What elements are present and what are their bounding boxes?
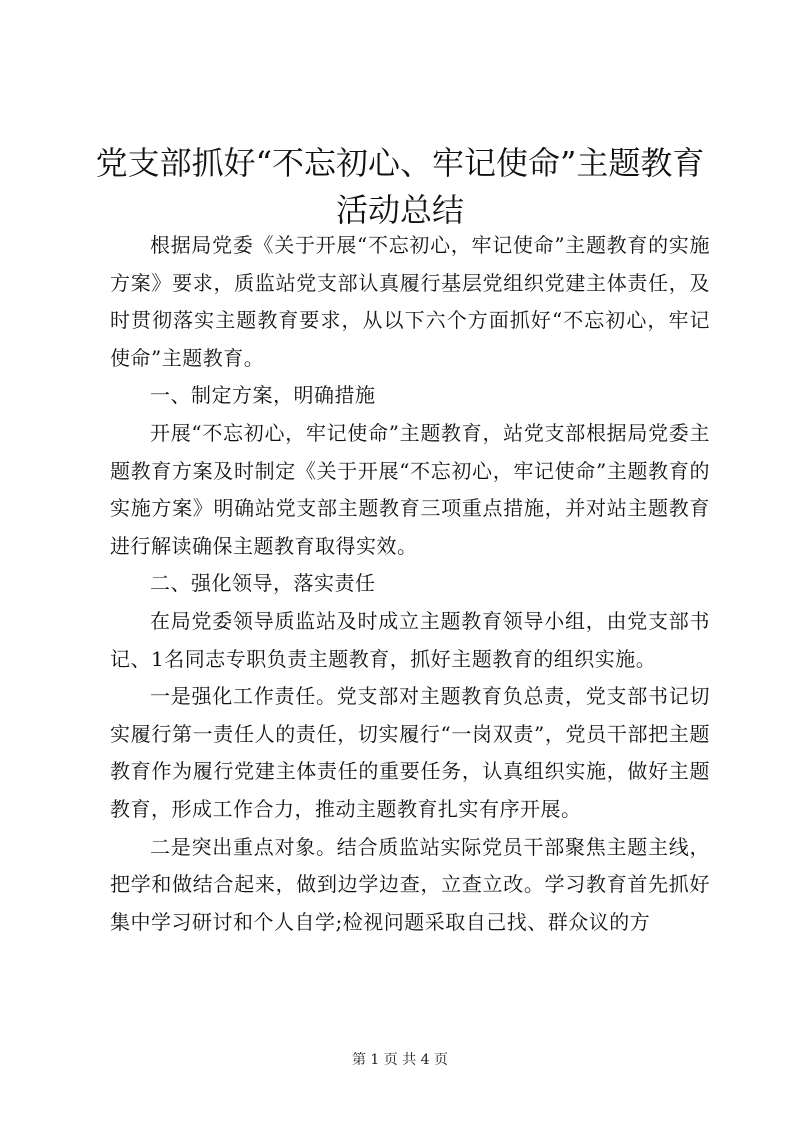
paragraph-responsibility: 一是强化工作责任。党支部对主题教育负总责，党支部书记切实履行第一责任人的责任，切实履行“一岗双责”，党员干部把主题教育作为履行党建主体责任的重要任务，认真组织实施，做好主题教育，形成工作合力，推动主题教育扎实有序开展。	[110, 684, 710, 821]
section-heading-2: 二、强化领导，落实责任	[150, 571, 376, 596]
section-heading-1: 一、制定方案，明确措施	[150, 383, 376, 408]
document-body	[110, 227, 710, 941]
document-title-line-1: 党支部抓好“不忘初心、牢记使命”主题教育	[95, 144, 705, 182]
page-footer: 第 1 页 共 4 页	[351, 1052, 449, 1068]
paragraph-focus: 二是突出重点对象。结合质监站实际党员干部聚焦主题主线，把学和做结合起来，做到边学边查，立查立改。学习教育首先抓好集中学习研讨和个人自学;检视问题采取自己找、群众议的方	[110, 834, 710, 934]
paragraph-section-2: 在局党委领导质监站及时成立主题教育领导小组，由党支部书记、1名同志专职负责主题教育，抓好主题教育的组织实施。	[110, 608, 710, 671]
paragraph-section-1: 开展“不忘初心，牢记使命”主题教育，站党支部根据局党委主题教育方案及时制定《关于开展“不忘初心，牢记使命”主题教育的实施方案》明确站党支部主题教育三项重点措施，并对站主题教育进行解读确保主题教育取得实效。	[110, 420, 710, 558]
paragraph-intro: 根据局党委《关于开展“不忘初心，牢记使命”主题教育的实施方案》要求，质监站党支部认真履行基层党组织党建主体责任，及时贯彻落实主题教育要求，从以下六个方面抓好“不忘初心，牢记使命”主题教育。	[110, 233, 710, 370]
document-title-line-2: 活动总结	[335, 191, 464, 229]
